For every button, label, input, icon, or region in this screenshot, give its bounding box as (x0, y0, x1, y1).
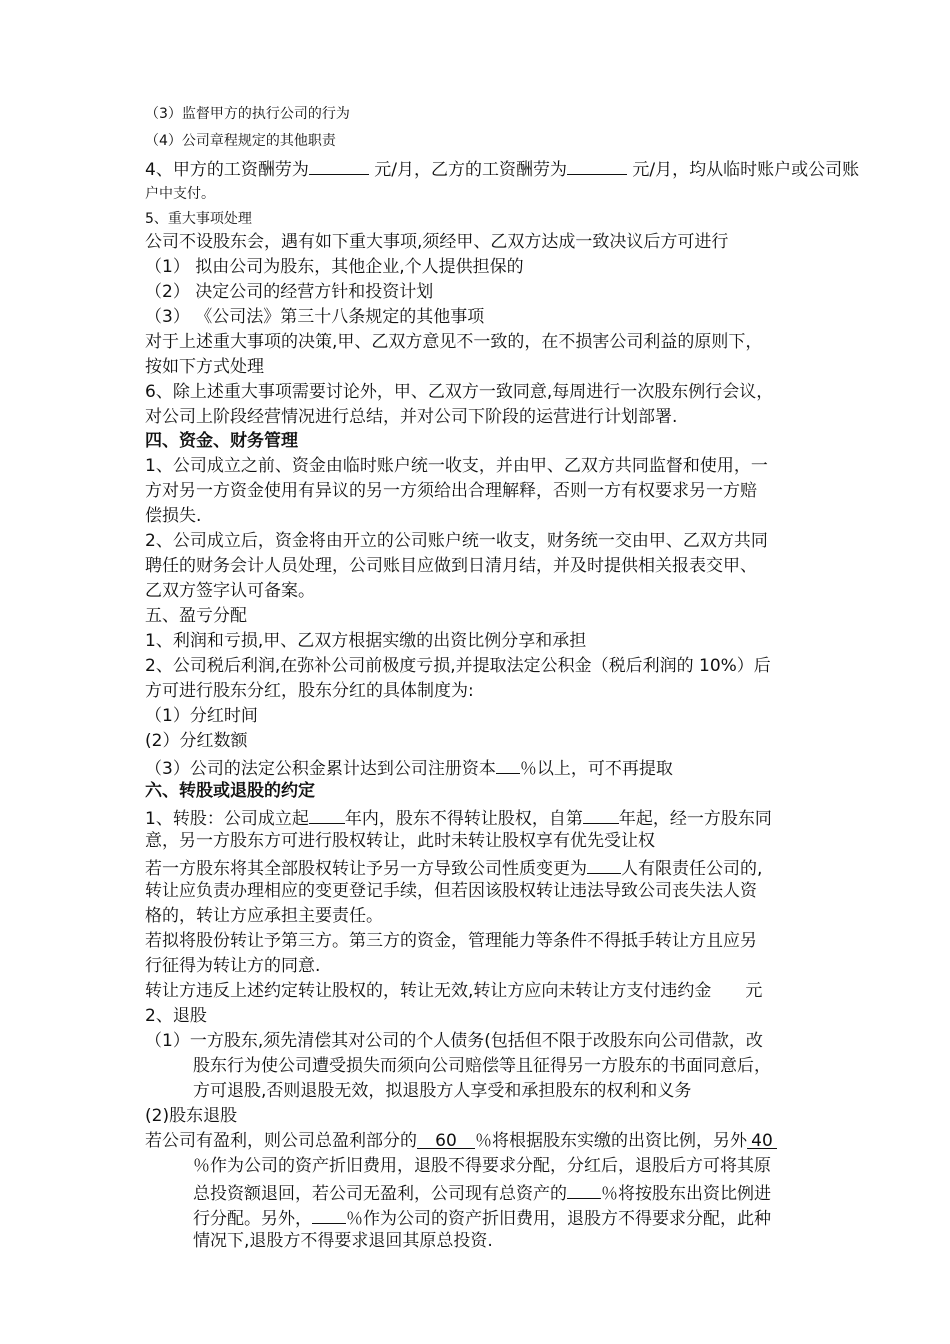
section-heading-5: 五、盈亏分配 (145, 606, 247, 626)
list-item (145, 755, 673, 780)
list-item-continuation: 股东行为使公司遭受损失而须向公司赔偿等且征得另一方股东的书面同意后， (193, 1056, 771, 1076)
text: 若公司有盈利，则公司总盈利部分的 (145, 1131, 417, 1151)
paragraph-line (145, 980, 762, 1002)
paragraph-line: 方对另一方资金使用有异议的另一方须给出合理解释，否则一方有权要求另一方赔 (145, 481, 757, 501)
text: 总投资额退回，若公司无盈利，公司现有总资产的 (193, 1184, 567, 1204)
text: 年内，股东不得转让股权，自第 (344, 809, 583, 829)
text: ％作为公司的资产折旧费用，退股方不得要求分配，此种 (346, 1209, 771, 1229)
text: ％以上，可不再提取 (519, 759, 673, 779)
list-item: (2)股东退股 (145, 1106, 238, 1126)
paragraph-line: 1、利润和亏损,甲、乙双方根据实缴的出资比例分享和承担 (145, 631, 587, 651)
paragraph-line: 2、退股 (145, 1006, 207, 1026)
paragraph-line: 1、公司成立之前、资金由临时账户统一收支，并由甲、乙双方共同监督和使用，一 (145, 456, 768, 476)
text: 转让方违反上述约定转让股权的，转让无效,转让方应向未转让方支付违约金 (145, 981, 712, 1001)
paragraph-line: 对于上述重大事项的决策,甲、乙双方意见不一致的，在不损害公司利益的原则下， (145, 332, 763, 352)
text: 元/月，乙方的工资酬劳为 (374, 160, 567, 180)
paragraph-line: 格的，转让方应承担主要责任。 (145, 906, 383, 926)
list-item: （1） 拟由公司为股东，其他企业,个人提供担保的 (145, 257, 524, 277)
paragraph-line (145, 1130, 777, 1152)
text: 元/月，均从临时账户或公司账 (632, 160, 860, 180)
section-heading-6: 六、转股或退股的约定 (145, 781, 315, 801)
paragraph-line: 偿损失. (145, 506, 202, 526)
list-item-continuation: 方可退股,否则退股无效，拟退股方人享受和承担股东的权利和义务 (193, 1081, 692, 1101)
paragraph-line: 对公司上阶段经营情况进行总结，并对公司下阶段的运营进行计划部署. (145, 407, 678, 427)
text: （3）公司的法定公积金累计达到公司注册资本 (145, 759, 496, 779)
list-item: （2） 决定公司的经营方针和投资计划 (145, 282, 434, 302)
paragraph-line: 转让应负责办理相应的变更登记手续，但若因该股权转让违法导致公司丧失法人资 (145, 881, 757, 901)
text: ％将根据股东实缴的出资比例，另外 (475, 1131, 747, 1151)
filled-blank: 60 (417, 1130, 475, 1149)
paragraph-continuation (193, 1205, 771, 1230)
blank (567, 1180, 601, 1199)
paragraph-line: 2、公司成立后，资金将由开立的公司账户统一收支，财务统一交由甲、乙双方共同 (145, 531, 768, 551)
clause-3-4: （4）公司章程规定的其他职责 (145, 133, 336, 149)
paragraph-continuation: ％作为公司的资产折旧费用，退股不得要求分配，分红后，退股后方可将其原 (193, 1156, 771, 1176)
blank (309, 156, 369, 175)
section-5-heading: 5、重大事项处理 (145, 211, 252, 227)
paragraph-line: 聘任的财务会计人员处理，公司账目应做到日清月结，并及时提供相关报表交甲、 (145, 556, 757, 576)
paragraph-continuation: 情况下,退股方不得要求退回其原总投资. (193, 1231, 493, 1251)
list-item: （1）一方股东,须先清偿其对公司的个人债务(包括但不限于改股东向公司借款，改 (145, 1031, 763, 1051)
clause-4-line-1 (145, 156, 859, 181)
clause-3-3: （3）监督甲方的执行公司的行为 (145, 106, 350, 122)
paragraph-line: 意，另一方股东方可进行股权转让，此时未转让股权享有优先受让权 (145, 831, 655, 851)
text: 人有限责任公司的, (621, 859, 763, 879)
paragraph-line: 方可进行股东分红，股东分红的具体制度为: (145, 681, 474, 701)
paragraph-line (145, 805, 772, 830)
blank (587, 855, 621, 874)
paragraph-continuation (193, 1180, 771, 1205)
paragraph-line: 2、公司税后利润,在弥补公司前极度亏损,并提取法定公积金（税后利润的 10%）后 (145, 656, 771, 676)
blank (583, 805, 619, 824)
paragraph-line: 按如下方式处理 (145, 357, 264, 377)
paragraph-line: 行征得为转让方的同意. (145, 956, 321, 976)
list-item: （3） 《公司法》第三十八条规定的其他事项 (145, 307, 485, 327)
list-item: （1）分红时间 (145, 706, 258, 726)
text: ％将按股东出资比例进 (601, 1184, 771, 1204)
text: 年起，经一方股东同 (618, 809, 772, 829)
paragraph-line: 公司不设股东会，遇有如下重大事项,须经甲、乙双方达成一致决议后方可进行 (145, 232, 729, 252)
paragraph-line: 6、除上述重大事项需要讨论外，甲、乙双方一致同意,每周进行一次股东例行会议， (145, 382, 774, 402)
blank (312, 1205, 346, 1224)
text: 若一方股东将其全部股权转让予另一方导致公司性质变更为 (145, 859, 587, 879)
blank (567, 156, 627, 175)
text: 行分配。另外， (193, 1209, 312, 1229)
paragraph-line (145, 855, 762, 880)
text: 1、转股：公司成立起 (145, 809, 309, 829)
list-item: (2）分红数额 (145, 731, 248, 751)
clause-4-line-2: 户中支付。 (145, 186, 215, 202)
text: 元 (745, 981, 763, 1001)
blank (309, 805, 345, 824)
filled-blank: 40 (747, 1130, 777, 1149)
paragraph-line: 乙双方签字认可备案。 (145, 581, 315, 601)
paragraph-line: 若拟将股份转让予第三方。第三方的资金，管理能力等条件不得抵手转让方且应另 (145, 931, 757, 951)
blank (496, 755, 520, 774)
text: 4、甲方的工资酬劳为 (145, 160, 309, 180)
section-heading-4: 四、资金、财务管理 (145, 431, 298, 451)
